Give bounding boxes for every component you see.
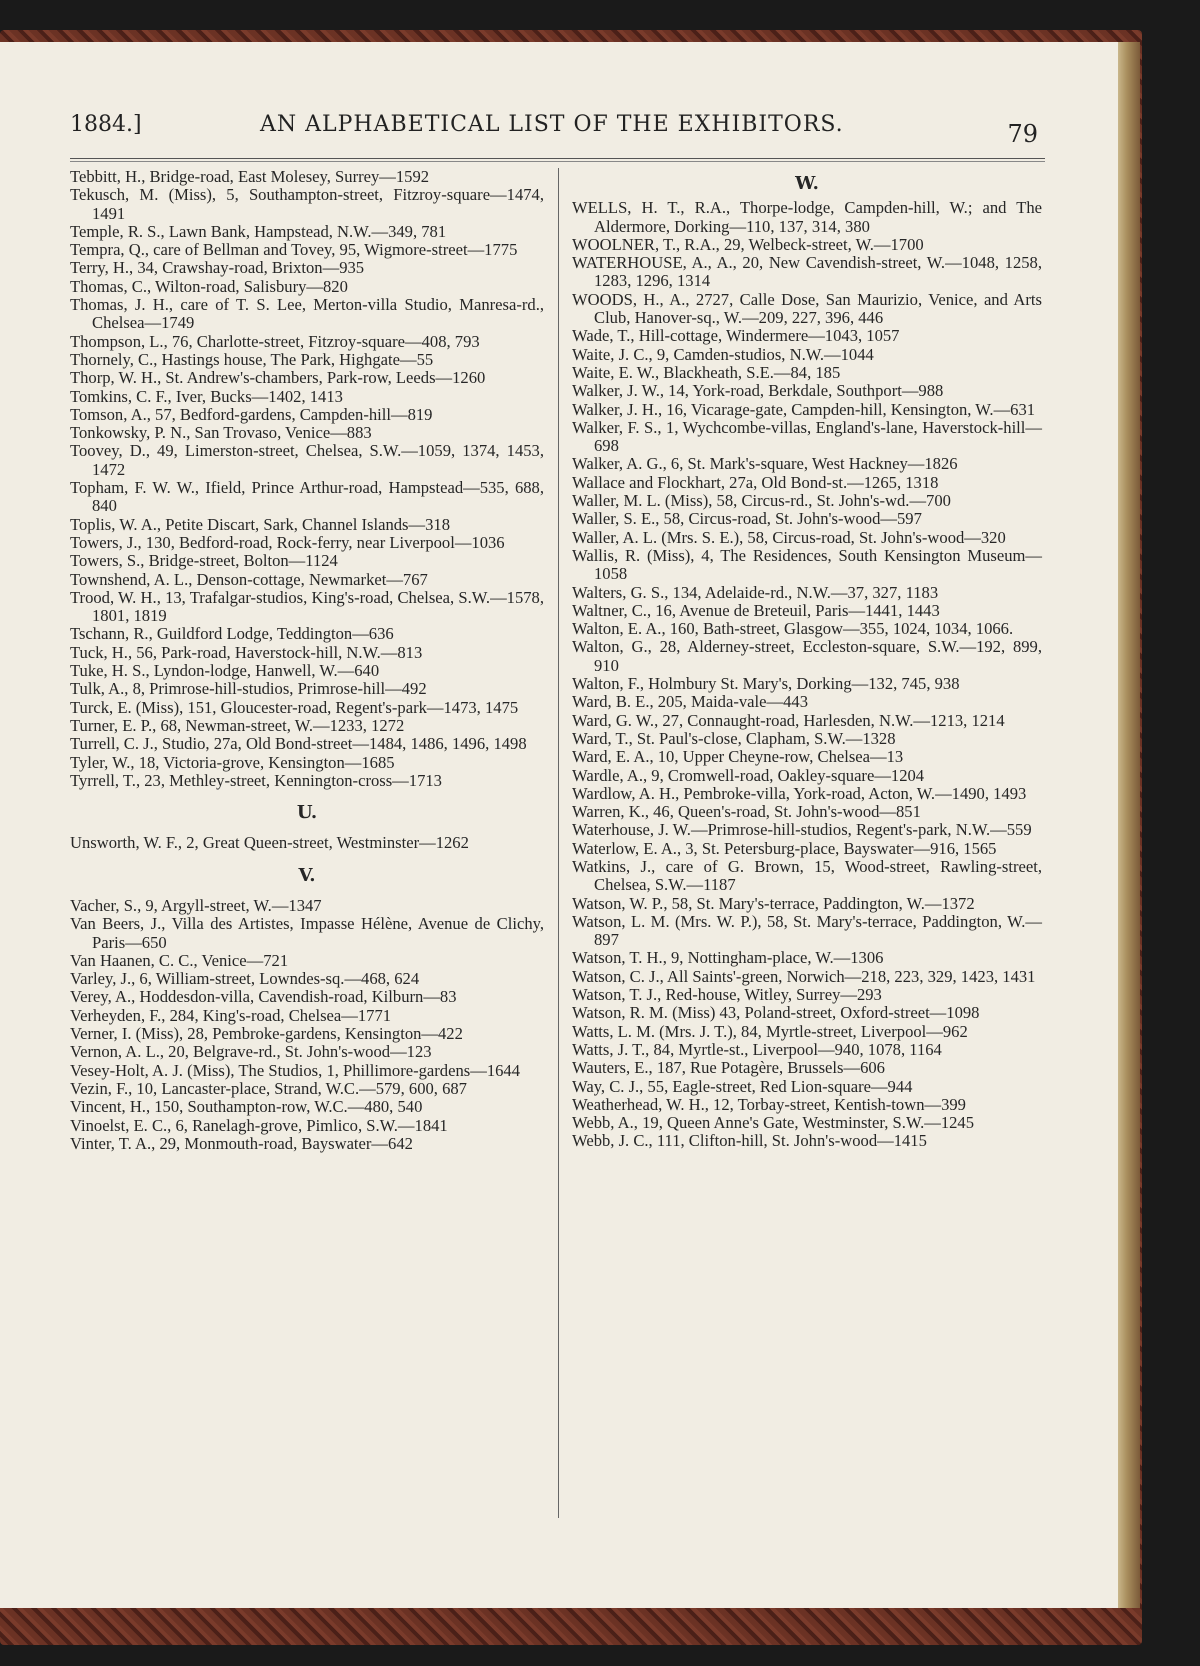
exhibitor-entry: Tomson, A., 57, Bedford-gardens, Campden-hill—819 — [70, 404, 433, 424]
exhibitor-entry: Verheyden, F., 284, King's-road, Chelsea—1771 — [70, 1005, 392, 1025]
header-rule — [70, 158, 1045, 159]
exhibitor-entry: Watson, T. H., 9, Nottingham-place, W.—1306 — [572, 948, 884, 968]
exhibitor-entry: Toovey, D., 49, Limerston-street, Chelsea, S.W.—1059, 1374, 1453, 1472 — [70, 441, 544, 479]
exhibitor-entry: Waite, E. W., Blackheath, S.E.—84, 185 — [572, 362, 841, 382]
exhibitor-entry: Watson, L. M. (Mrs. W. P.), 58, St. Mary's-terrace, Paddington, W.—897 — [572, 911, 1042, 950]
exhibitor-entry: Walker, J. W., 14, York-road, Berkdale, Southport—988 — [572, 381, 944, 401]
page-edge — [1118, 42, 1140, 1608]
exhibitor-entry: Turner, E. P., 68, Newman-street, W.—1233, 1272 — [70, 715, 405, 735]
exhibitor-entry: Wallis, R. (Miss), 4, The Residences, South Kensington Museum—1058 — [572, 545, 1042, 584]
exhibitor-entry: Vacher, S., 9, Argyll-street, W.—1347 — [70, 895, 322, 915]
exhibitor-entry: Terry, H., 34, Crawshay-road, Brixton—935 — [70, 258, 365, 278]
exhibitor-entry: Watts, L. M. (Mrs. J. T.), 84, Myrtle-street, Liverpool—962 — [572, 1021, 968, 1041]
exhibitor-entry: WOOLNER, T., R.A., 29, Welbeck-street, W.—1700 — [572, 234, 924, 254]
left-column — [70, 168, 544, 1153]
section-heading-w: W. — [795, 173, 819, 194]
exhibitor-entry: Webb, A., 19, Queen Anne's Gate, Westminster, S.W.—1245 — [572, 1113, 975, 1133]
exhibitor-entry: Wade, T., Hill-cottage, Windermere—1043, 1057 — [572, 326, 900, 346]
exhibitor-entry: Waterhouse, J. W.—Primrose-hill-studios, Regent's-park, N.W.—559 — [572, 820, 1032, 840]
exhibitor-entry: Waite, J. C., 9, Camden-studios, N.W.—1044 — [572, 344, 874, 364]
exhibitor-entry: Tonkowsky, P. N., San Trovaso, Venice—883 — [70, 423, 372, 443]
exhibitor-entry: Verner, I. (Miss), 28, Pembroke-gardens, Kensington—422 — [70, 1024, 463, 1044]
exhibitor-entry: Towers, S., Bridge-street, Bolton—1124 — [70, 551, 338, 571]
exhibitor-entry: Wardlow, A. H., Pembroke-villa, York-road, Acton, W.—1490, 1493 — [572, 783, 1027, 803]
section-v-list — [70, 897, 544, 1153]
exhibitor-entry: Van Beers, J., Villa des Artistes, Impasse Hélène, Avenue de Clichy, Paris—650 — [70, 914, 544, 952]
exhibitor-entry: Tempra, Q., care of Bellman and Tovey, 95, Wigmore-street—1775 — [70, 240, 518, 260]
exhibitor-entry: Watson, T. J., Red-house, Witley, Surrey—293 — [572, 985, 882, 1005]
section-heading-v: V. — [298, 864, 316, 886]
exhibitor-entry: Toplis, W. A., Petite Discart, Sark, Channel Islands—318 — [70, 514, 451, 534]
exhibitor-entry: Thomas, C., Wilton-road, Salisbury—820 — [70, 276, 348, 296]
exhibitor-entry: Ward, T., St. Paul's-close, Clapham, S.W.—1328 — [572, 728, 896, 748]
exhibitor-entry: Ward, G. W., 27, Connaught-road, Harlesden, N.W.—1213, 1214 — [572, 710, 1005, 730]
exhibitor-entry: Tyler, W., 18, Victoria-grove, Kensington—1685 — [70, 752, 395, 772]
exhibitor-entry: Way, C. J., 55, Eagle-street, Red Lion-square—944 — [572, 1076, 913, 1096]
exhibitor-entry: WATERHOUSE, A., A., 20, New Cavendish-street, W.—1048, 1258, 1283, 1296, 1314 — [572, 253, 1042, 291]
exhibitor-entry: Walker, J. H., 16, Vicarage-gate, Campden-hill, Kensington, W.—631 — [572, 399, 1036, 419]
exhibitor-entry: Ward, E. A., 10, Upper Cheyne-row, Chelsea—13 — [572, 747, 904, 767]
exhibitor-entry: Walker, A. G., 6, St. Mark's-square, West Hackney—1826 — [572, 454, 958, 474]
exhibitor-entry: Towers, J., 130, Bedford-road, Rock-ferry, near Liverpool—1036 — [70, 532, 505, 552]
exhibitor-entry: Townshend, A. L., Denson-cottage, Newmarket—767 — [70, 569, 428, 589]
exhibitor-entry: Temple, R. S., Lawn Bank, Hampstead, N.W.—349, 781 — [70, 221, 447, 241]
exhibitor-entry: Vernon, A. L., 20, Belgrave-rd., St. John's-wood—123 — [70, 1042, 432, 1062]
exhibitor-entry: Thomas, J. H., care of T. S. Lee, Merton-villa Studio, Manresa-rd., Chelsea—1749 — [70, 295, 544, 333]
exhibitor-entry: Wauters, E., 187, Rue Potagère, Brussels—606 — [572, 1058, 885, 1078]
exhibitor-entry: Tomkins, C. F., Iver, Bucks—1402, 1413 — [70, 386, 343, 406]
exhibitor-entry: Tschann, R., Guildford Lodge, Teddington—636 — [70, 624, 394, 644]
exhibitor-entry: Waller, A. L. (Mrs. S. E.), 58, Circus-road, St. John's-wood—320 — [572, 527, 1006, 547]
exhibitor-entry: Tebbitt, H., Bridge-road, East Molesey, Surrey—1592 — [70, 167, 430, 186]
section-heading-u: U. — [296, 802, 318, 824]
exhibitor-entry: Varley, J., 6, William-street, Lowndes-sq.—468, 624 — [70, 969, 420, 989]
exhibitor-entry: Watson, W. P., 58, St. Mary's-terrace, Paddington, W.—1372 — [572, 893, 975, 913]
section-w-list — [572, 199, 1042, 1150]
exhibitor-entry: Walters, G. S., 134, Adelaide-rd., N.W.—37, 327, 1183 — [572, 582, 939, 602]
exhibitor-entry: Turrell, C. J., Studio, 27a, Old Bond-street—1484, 1486, 1496, 1498 — [70, 734, 527, 754]
right-column — [572, 175, 1042, 1151]
exhibitor-entry: Tuke, H. S., Lyndon-lodge, Hanwell, W.—640 — [70, 661, 380, 681]
exhibitor-entry: Thompson, L., 76, Charlotte-street, Fitzroy-square—408, 793 — [70, 331, 480, 351]
exhibitor-entry: Waterlow, E. A., 3, St. Petersburg-place, Bayswater—916, 1565 — [572, 838, 997, 858]
exhibitor-entry: Vinoelst, E. C., 6, Ranelagh-grove, Pimlico, S.W.—1841 — [70, 1115, 448, 1135]
exhibitor-entry: Walton, F., Holmbury St. Mary's, Dorking—132, 745, 938 — [572, 674, 960, 694]
exhibitor-entry: Watson, R. M. (Miss) 43, Poland-street, Oxford-street—1098 — [572, 1003, 980, 1023]
exhibitor-entry: Trood, W. H., 13, Trafalgar-studios, King's-road, Chelsea, S.W.—1578, 1801, 1819 — [70, 587, 544, 626]
exhibitor-entry: Tyrrell, T., 23, Methley-street, Kennington-cross—1713 — [70, 770, 442, 790]
exhibitor-entry: Warren, K., 46, Queen's-road, St. John's-wood—851 — [572, 802, 921, 822]
exhibitor-entry: Walker, F. S., 1, Wychcombe-villas, England's-lane, Haverstock-hill—698 — [572, 417, 1042, 456]
exhibitor-entry: Vezin, F., 10, Lancaster-place, Strand, W.C.—579, 600, 687 — [70, 1078, 467, 1098]
exhibitor-entry: Walton, E. A., 160, Bath-street, Glasgow—355, 1024, 1034, 1066. — [572, 619, 1014, 639]
exhibitor-entry: Vincent, H., 150, Southampton-row, W.C.—480, 540 — [70, 1097, 423, 1117]
exhibitor-entry: Walton, G., 28, Alderney-street, Eccleston-square, S.W.—192, 899, 910 — [572, 637, 1042, 675]
exhibitor-entry: Watkins, J., care of G. Brown, 15, Wood-street, Rawling-street, Chelsea, S.W.—1187 — [572, 856, 1042, 895]
exhibitor-entry: Watts, J. T., 84, Myrtle-st., Liverpool—940, 1078, 1164 — [572, 1039, 942, 1059]
exhibitor-entry: Weatherhead, W. H., 12, Torbay-street, Kentish-town—399 — [572, 1094, 966, 1114]
exhibitor-entry: Thorp, W. H., St. Andrew's-chambers, Park-row, Leeds—1260 — [70, 368, 486, 388]
exhibitor-entry: Vesey-Holt, A. J. (Miss), The Studios, 1, Phillimore-gardens—1644 — [70, 1060, 521, 1080]
exhibitor-entry: Watson, C. J., All Saints'-green, Norwich—218, 223, 329, 1423, 1431 — [572, 966, 1036, 986]
exhibitor-entry: WOODS, H., A., 2727, Calle Dose, San Maurizio, Venice, and Arts Club, Hanover-sq., W.—209, 227, 396, 446 — [572, 289, 1042, 328]
header-rule-secondary — [70, 161, 1045, 162]
section-t-list — [70, 168, 544, 790]
exhibitor-entry: Thornely, C., Hastings house, The Park, Highgate—55 — [70, 349, 434, 369]
exhibitor-entry: Van Haanen, C. C., Venice—721 — [70, 950, 289, 970]
header-title: AN ALPHABETICAL LIST OF THE EXHIBITORS. — [260, 112, 844, 137]
exhibitor-entry: Tekusch, M. (Miss), 5, Southampton-street, Fitzroy-square—1474, 1491 — [70, 185, 544, 223]
exhibitor-entry: Wallace and Flockhart, 27a, Old Bond-st.—1265, 1318 — [572, 472, 939, 492]
exhibitor-entry: Tuck, H., 56, Park-road, Haverstock-hill, N.W.—813 — [70, 642, 423, 662]
exhibitor-entry: Waller, S. E., 58, Circus-road, St. John's-wood—597 — [572, 509, 922, 529]
page-number: 79 — [1007, 120, 1038, 148]
exhibitor-entry: Vinter, T. A., 29, Monmouth-road, Bayswater—642 — [70, 1133, 413, 1153]
running-header — [70, 70, 1060, 148]
header-year: 1884.] — [70, 112, 142, 137]
exhibitor-entry: Webb, J. C., 111, Clifton-hill, St. John's-wood—1415 — [572, 1131, 927, 1151]
exhibitor-entry: Unsworth, W. F., 2, Great Queen-street, Westminster—1262 — [70, 833, 469, 853]
exhibitor-entry: Turck, E. (Miss), 151, Gloucester-road, Regent's-park—1473, 1475 — [70, 697, 519, 717]
exhibitor-entry: Tulk, A., 8, Primrose-hill-studios, Primrose-hill—492 — [70, 679, 427, 699]
exhibitor-entry: Verey, A., Hoddesdon-villa, Cavendish-road, Kilburn—83 — [70, 987, 457, 1007]
column-divider — [558, 168, 559, 1518]
exhibitor-entry: Waltner, C., 16, Avenue de Breteuil, Paris—1441, 1443 — [572, 600, 940, 620]
exhibitor-entry: Topham, F. W. W., Ifield, Prince Arthur-road, Hampstead—535, 688, 840 — [70, 478, 544, 516]
exhibitor-entry: Wardle, A., 9, Cromwell-road, Oakley-square—1204 — [572, 765, 925, 785]
exhibitor-entry: WELLS, H. T., R.A., Thorpe-lodge, Campden-hill, W.; and The Aldermore, Dorking—110, 137, 314, 380 — [572, 198, 1042, 236]
exhibitor-entry: Ward, B. E., 205, Maida-vale—443 — [572, 692, 808, 712]
section-u-list — [70, 834, 544, 852]
exhibitor-entry: Waller, M. L. (Miss), 58, Circus-rd., St. John's-wd.—700 — [572, 491, 951, 511]
